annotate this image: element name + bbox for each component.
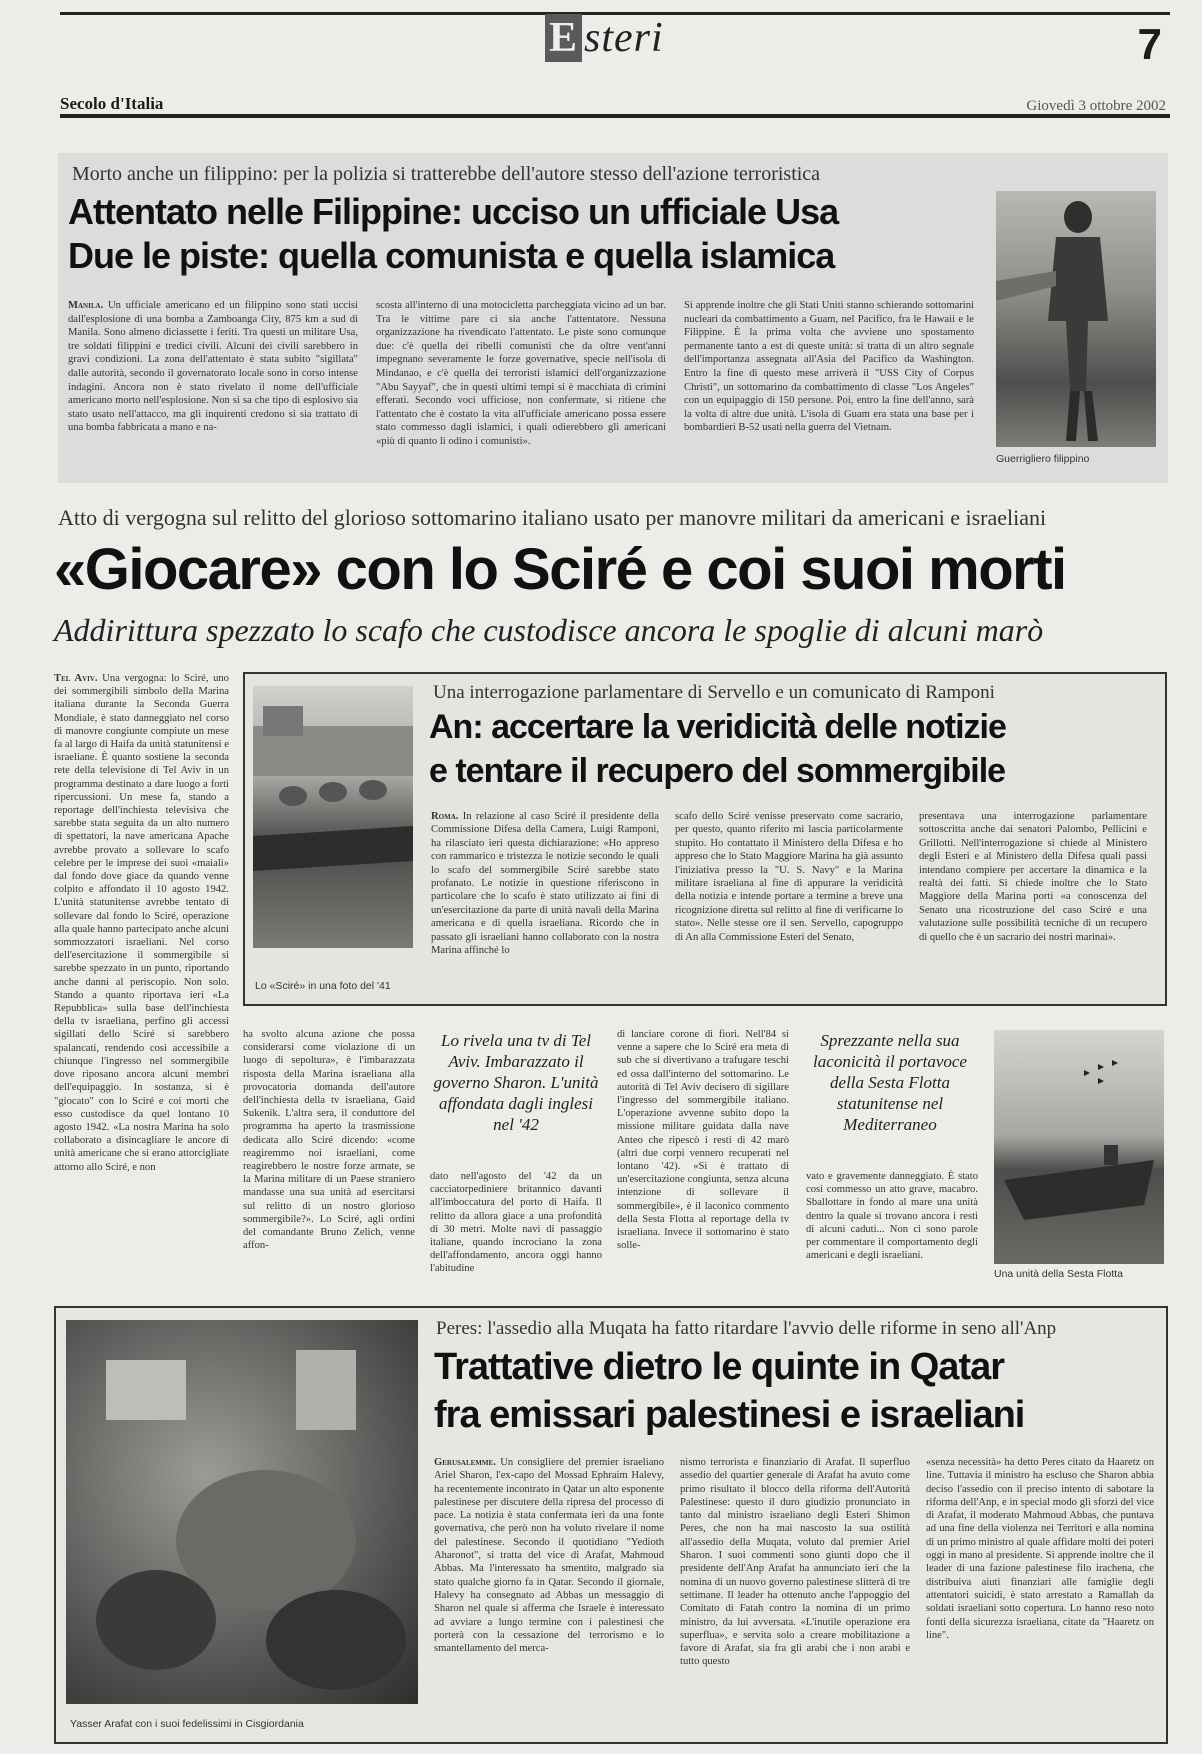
scire-col5: vato e gravemente danneggiato. È stato così commesso un atto grave, macabro. Sballottare in fondo al mare una unità dentro la quale si trovano ancora i resti di alcuni caduti... Non ci sono parole per commentare il comportamento degli americani e degli israeliani.	[806, 1171, 978, 1262]
page-number: 7	[1137, 20, 1162, 69]
scire-left-column: Tel Aviv. Una vergogna: lo Sciré, uno dei sommergibili simbolo della Marina italiana durante la Seconda Guerra Mondiale, è stato danneggiato nel corso di manovre congiunte compiute un mese fa al largo di Haifa da unità statunitensi e israeliane. È quanto sostiene la seconda rete della televisione di Tel Aviv in un programma destinato a dare luogo a forti ripercussioni. Un mese fa, stando a reportage dell'inchiesta televisiva che sarebbe stata seguita da un alto numero di spettatori, la nave americana Apache avrebbe provato a sollevare lo scafo celebre per le imprese dei suoi «maiali» dal fondo dove giace da quando venne colpito e affondato il 10 agosto 1942. L'unità statunitense avrebbe tentato di sollevare dal fondo lo Sciré, operazione alla quale hanno partecipato anche alcuni sommozzatori israeliani. Nel corso dell'esercitazione il sommergibile si sarebbe spezzato in un punto, riportando anche danni al periscopio. Non solo. Stando a quanto riportava ieri «La Repubblica» sulla base dell'inchiesta della tv israeliana, perfino gli accessi sigillati dello Sciré si sarebbero spalancati, rendendo così accessibile a chiunque l'ingresso nel sommergibile dove riposano ancora alcuni membri dell'equipaggio. In sostanza, si è "giocato" con lo Sciré e coi morti che esso custodisce da quel lontano 10 agosto 1942. «La nostra Marina ha solo collaborato a disincagliare le ancore di unità americane che si erano attorcigliate attorno allo Sciré, e non	[54, 673, 229, 1173]
paper-name: Secolo d'Italia	[60, 94, 164, 113]
an-box	[243, 672, 1167, 1006]
article2-subhead: Addirittura spezzato lo scafo che custodisce ancora le spoglie di alcuni marò	[54, 612, 1044, 648]
guerrilla-photo	[996, 191, 1156, 447]
submarine-harbor-icon	[253, 686, 413, 948]
article3-col3: «senza necessità» ha detto Peres citato da Haaretz on line. Tuttavia il ministro ha escluso che Sharon abbia deciso l'assedio con il preciso intento di sabotare la riforma dell'Anp, e in special modo gli sforzi del vice di Arafat, il moderato Mahmoud Abbas, che puntava ad una fine della violenza nei Territori e alla nomina di un primo ministro al quale affidare molti dei poteri oggi in mano al presidente. Si apprende inoltre che il leader di una fazione palestinese filo irachena, che distribuiva aiuti finanziari alle famiglie degli attentatori suicidi, è stato arrestato a Ramallah da soldati israeliani sotto copertura. Lo hanno reso noto fonti della sicurezza israeliana, citate da "Haaretz on line".	[926, 1457, 1154, 1641]
article1-headline-2: Due le piste: quella comunista e quella islamica	[68, 235, 835, 276]
masthead-rule	[60, 114, 1170, 118]
scire-photo	[253, 686, 413, 948]
article3-col1: Gerusalemme. Un consigliere del premier israeliano Ariel Sharon, l'ex-capo del Mossad Ephraim Halevy, ha recentemente incontrato in Qatar un alto esponente palestinese per discutere della ripresa del processo di pace. La notizia è stata confermata ieri da una fonte governativa, che però non ha voluto rivelare il nome del palestinese. Secondo il quotidiano "Yedioth Aharonot", si tratta del vice di Arafat, Mahmoud Abbas. Ma l'interessato ha smentito, malgrado sia stato qualche giorno fa in Qatar. Secondo il giornale, Halevy ha consegnato ad Abbas un messaggio di Sharon nel quale si afferma che Israele è interessato ad avviare a lungo termine con i palestinesi che porterà con la cessazione del terrorismo e lo smantellamento del merca-	[434, 1457, 664, 1655]
section-title	[545, 14, 664, 62]
article-philippines	[58, 153, 1168, 483]
pull-quote-tv: Lo rivela una tv di Tel Aviv. Imbarazzato il governo Sharon. L'unità affondata dagli inglesi nel '42	[433, 1031, 599, 1134]
aircraft-carrier-caption: Una unità della Sesta Flotta	[994, 1268, 1123, 1280]
article1-col3: Si apprende inoltre che gli Stati Uniti stanno schierando sottomarini nucleari da combattimento a Guam, nel Pacifico, fra le Hawaii e le Filippine. È la prima volta che avviene uno spostamento permanente tanto a est di queste unità: si tratta di un altro segnale dell'importanza assegnata all'Asia del Pacifico da Washington. Entro la fine di questo mese arriverà il "USS City of Corpus Christi", un sottomarino da combattimento di classe "Los Angeles" con un equipaggio di 150 persone. Poi, entro la fine dell'anno, sarà la volta di altre due unità. L'isola di Guam era stata una base per i bombardieri B-52 usati nella guerra del Vietnam.	[684, 300, 974, 434]
aircraft-carrier-icon	[994, 1030, 1164, 1264]
guerrilla-figure-icon	[996, 191, 1156, 447]
section-initial: E	[545, 14, 582, 62]
aircraft-carrier-photo	[994, 1030, 1164, 1264]
article2-headline: «Giocare» con lo Sciré e coi suoi morti	[54, 537, 1066, 602]
article3-col2: nismo terrorista e finanziario di Arafat. Il superfluo assedio del quartier generale di Arafat ha avuto come primo risultato il blocco della riforma dell'Autorità Palestinese: questo il duro giudizio pronunciato in tanto dal ministro israeliano degli Esteri Shimon Peres, che non ha mai nascosto la sua ostilità all'assedio della Muqata, voluto dal premier Ariel Sharon. I suoi commenti sono giunti dopo che il presidente dell'Anp Arafat ha annunciato ieri che la nomina di un nuovo governo palestinese slitterà di tre settimane. Il leader ha ottenuto anche l'appoggio del Comitato di Fatah contro la nomina di un primo ministro, da lui avversata. «L'inutile operazione era superflua», e servita solo a creare mobilitazione a favore di Arafat, sia fra gli arabi che i non arabi e tutto questo	[680, 1457, 910, 1668]
article3-kicker: Peres: l'assedio alla Muqata ha fatto ritardare l'avvio delle riforme in seno all'Anp	[436, 1318, 1057, 1339]
article2b-col1: Roma. In relazione al caso Sciré il presidente della Commissione Difesa della Camera, Luigi Ramponi, ha rilasciato ieri questa dichiarazione: «Ho appreso con rammarico e tristezza le notizie secondo le quali lo scafo del sommergibile Sciré sarebbe stato profanato. Le notizie in questione riferiscono in particolare che lo scafo è stato utilizzato ai fini di un'esercitazione da parte di unità navali della Marina americana e di quella israeliana. Ricordo che in passato gli israeliani hanno collaborato con la nostra Marina affinché lo	[431, 811, 659, 957]
article2b-col2: scafo dello Sciré venisse preservato come sacrario, per questo, quanto riferito mi lascia particolarmente stupito. Ho contattato il Ministero della Difesa e ho appreso che lo Stato Maggiore Marina ha già assunto l'iniziativa presso la "U. S. Navy" e la Marina militare israeliana al fine di appurare la veridicità della notizia e intende portare a termine a breve una ricognizione diretta sul relitto al fine di verificarne lo stato». Nelle stesse ore il sen. Servello, capogruppo di An alla Commissione Esteri del Senato,	[675, 811, 903, 943]
article1-kicker: Morto anche un filippino: per la polizia si tratterebbe dell'autore stesso dell'azione terroristica	[72, 163, 821, 185]
crowd-photo-icon	[66, 1320, 418, 1704]
section-title-rest: steri	[584, 15, 664, 61]
article2-kicker: Atto di vergogna sul relitto del glorioso sottomarino italiano usato per manovre militari da americani e israeliani	[58, 505, 1047, 530]
article1-headline-1: Attentato nelle Filippine: ucciso un ufficiale Usa	[68, 191, 839, 232]
issue-date: Giovedì 3 ottobre 2002	[1026, 98, 1166, 114]
scire-photo-caption: Lo «Sciré» in una foto del '41	[255, 980, 391, 992]
article1-col2: scosta all'interno di una motocicletta parcheggiata vicino ad un bar. Tra le vittime pare ci sia anche l'attentatore. Nessuna organizzazione ha rivendicato l'attentato. Le piste sono comunque due: c'è quella dei ribelli comunisti che da oltre vent'anni impegnano severamente le forze governative, specie nell'isola di Mindanao, e c'è quella dei terroristi islamici dell'organizzazione "Abu Sayyaf", che in questi ultimi tempi si è macchiata di crimini efferati. Secondo voci ufficiose, non confermate, si ritiene che l'attentato che è costato la vita all'ufficiale americano possa essere stato commesso dagli islamici, i quali odierebbero gli americani «più di quanto li odino i comunisti».	[376, 300, 666, 447]
scire-col2: ha svolto alcuna azione che possa considerarsi come violazione di un luogo di sepoltura», è l'imbarazzata risposta della Marina israeliana alla provocatoria domanda dell'autore dell'inchiesta della tv israeliana, Gaid Sukenik. L'altra sera, il conduttore del programma ha aperto la trasmissione dedicata allo Sciré dicendo: «come reagiremmo noi israeliani, come reagirebbero le nostre forze armate, se la Marina militare di un Paese straniero mandasse una sua unità ad esercitarsi sul relitto di un nostro glorioso sommergibile?». Lo Sciré, agli ordini del comandante Bruno Zelich, venne affon-	[243, 1029, 415, 1252]
article2b-headline-2: e tentare il recupero del sommergibile	[429, 752, 1006, 790]
arafat-photo	[66, 1320, 418, 1704]
article3-headline-2: fra emissari palestinesi e israeliani	[434, 1394, 1025, 1436]
arafat-caption: Yasser Arafat con i suoi fedelissimi in Cisgiordania	[70, 1718, 304, 1730]
article1-col1: Manila. Un ufficiale americano ed un filippino sono stati uccisi dall'esplosione di una bomba a Zamboanga City, 875 km a sud di Manila. Sono almeno diciassette i feriti. Tra questi un militare Usa, tre soldati filippini e tredici civili. Alcuni dei civili sarebbero in gravi condizioni. La zona dell'attentato è stata subito "sigillata" dalle autorità, secondo il governatorato locale sono in corso intense indagini. Ancora non è stato rivelato il nome dell'ufficiale americano morto nell'esplosione. Non si sa che tipo di esplosivo sia stato usato nell'attacco, ma gli inquirenti credono si sia trattato di una bomba fabbricata a mano e na-	[68, 300, 358, 434]
article2b-col3: presentava una interrogazione parlamentare sottoscritta anche dai senatori Palombo, Pellicini e Grillotti. Nell'interrogazione si chiede al Ministero degli Esteri e al Ministero della Difesa quali passi intendano compiere per accertare la dinamica e la realtà dei fatti. Si chiede inoltre che lo Stato Maggiore della Marina porti «a conoscenza del Senato una ricostruzione del caso Sciré e una valutazione sulle possibilità tecniche di un recupero di quello che è un sacrario dei nostri marinai».	[919, 811, 1147, 943]
scire-col3: dato nell'agosto del '42 da un cacciatorpediniere britannico davanti all'imboccatura del porto di Haifa. Il relitto da allora giace a una profondità di 30 metri. Molte navi di passaggio italiane, quando incrociano la zona dell'affondamento, ancora oggi hanno l'abitudine	[430, 1171, 602, 1275]
article2b-headline-1: An: accertare la veridicità delle notizie	[429, 708, 1006, 746]
article3-headline-1: Trattative dietro le quinte in Qatar	[434, 1346, 1005, 1388]
guerrilla-caption: Guerrigliero filippino	[996, 453, 1090, 465]
pull-quote-sixth-fleet: Sprezzante nella sua laconicità il portavoce della Sesta Flotta statunitense nel Mediterraneo	[813, 1031, 967, 1134]
article-qatar	[54, 1306, 1168, 1744]
scire-col4: di lanciare corone di fiori. Nell'84 si venne a sapere che lo Sciré era meta di sub che si divertivano a trafugare teschi ed ossa dall'interno del sottomarino. Le autorità di Tel Aviv decisero di sigillare l'ingresso del sommergibile italiano. L'operazione avvenne subito dopo la missione militare guidata dalla nave Anteo che ripescò i resti di 42 marò (altri due corpi vennero recuperati nel lontano '42). «Si è trattato di un'esercitazione congiunta, senza alcuna intenzione di sollevare il sommergibile», è il laconico commento della Sesta Flotta al reportage della tv israeliana. Invece il sottomarino è stato solle-	[617, 1029, 789, 1252]
article2b-kicker: Una interrogazione parlamentare di Servello e un comunicato di Ramponi	[433, 682, 995, 703]
